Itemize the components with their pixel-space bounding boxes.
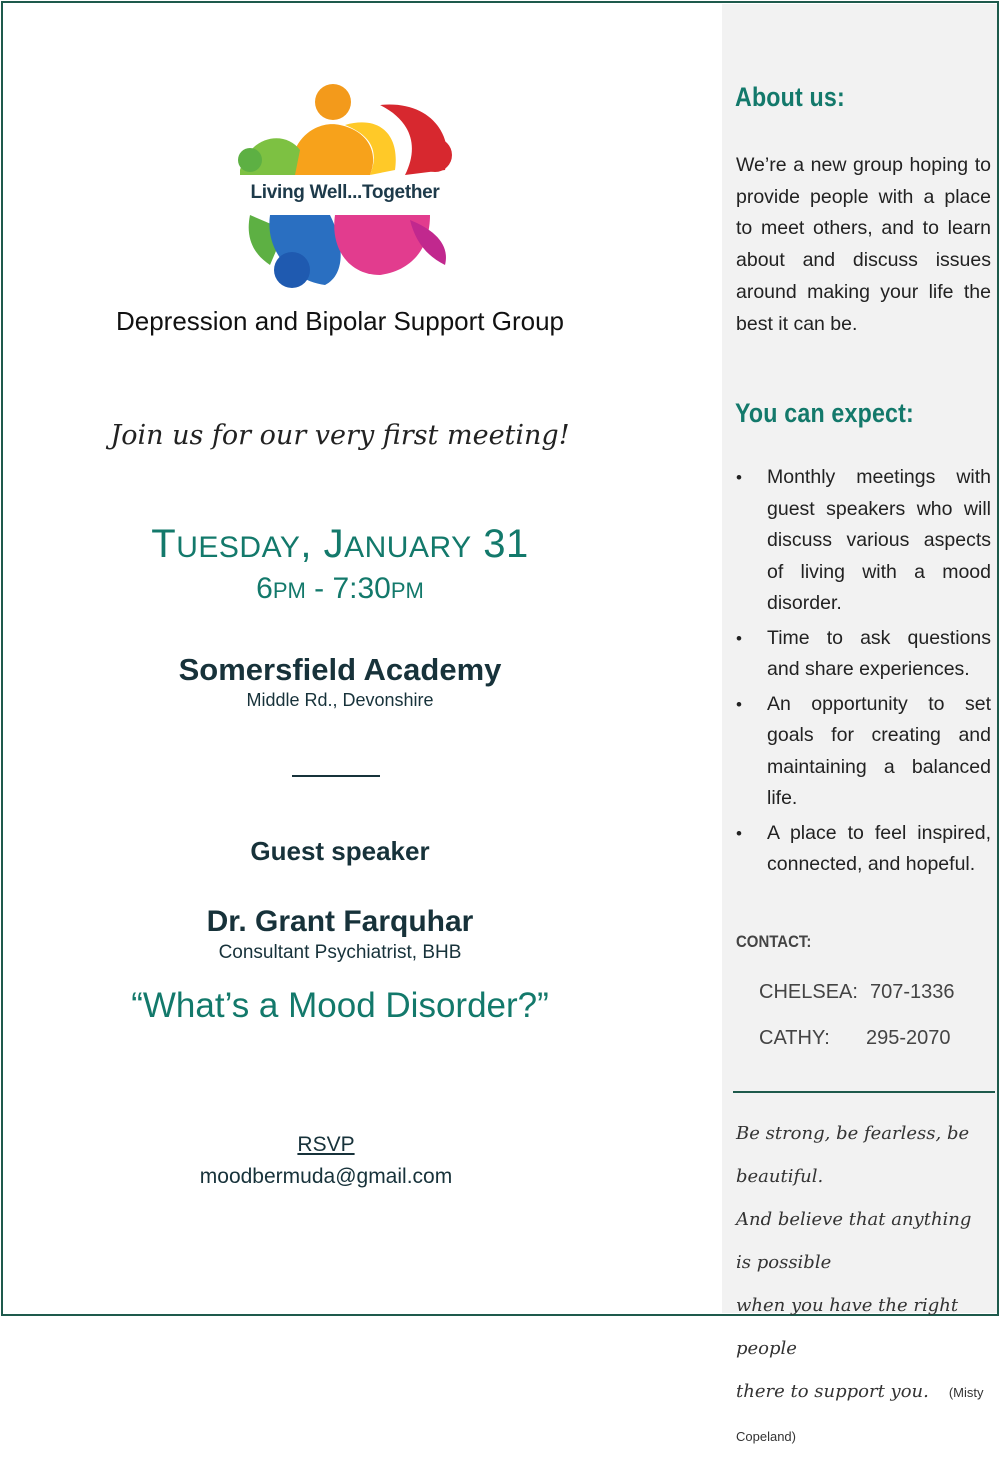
list-item: • Monthly meetings with guest speakers who will discuss various aspects of living with a mood disorder. <box>736 462 991 620</box>
logo-text: Living Well...Together <box>250 182 440 203</box>
contact-name: CATHY: <box>759 1027 830 1049</box>
quote-line: there to support you. <box>736 1381 929 1402</box>
contact-number[interactable]: 707-1336 <box>870 981 955 1003</box>
quote <box>736 1112 991 1458</box>
contact-heading: CONTACT: <box>736 932 812 951</box>
talk-title: “What’s a Mood Disorder?” <box>131 986 549 1025</box>
contact-row <box>759 1027 951 1050</box>
speaker-name: Dr. Grant Farquhar <box>206 905 474 938</box>
about-text: We’re a new group hoping to provide people with a place to meet others, and to learn about and discuss issues around making your life the best it can be. <box>736 154 991 335</box>
list-item: • Time to ask questions and share experiences. <box>736 623 991 686</box>
expect-list <box>736 462 991 884</box>
event-date: TUESDAY, JANUARY 31 <box>151 522 529 566</box>
divider <box>292 775 380 777</box>
venue-name: Somersfield Academy <box>178 652 502 687</box>
list-item: • An opportunity to set goals for creating and maintaining a balanced life. <box>736 689 991 815</box>
contact-row <box>759 981 955 1004</box>
about-heading: About us: <box>735 82 845 112</box>
rsvp-email[interactable]: moodbermuda@gmail.com <box>199 1165 453 1188</box>
speaker-role: Consultant Psychiatrist, BHB <box>218 942 462 963</box>
rsvp-link[interactable]: RSVP <box>297 1133 355 1156</box>
organization-title: Depression and Bipolar Support Group <box>115 306 565 336</box>
logo <box>230 80 460 295</box>
quote-author: (Misty Copeland) <box>736 1385 984 1444</box>
quote-line: And believe that anything is possible <box>736 1209 972 1273</box>
sidebar-divider <box>733 1091 995 1093</box>
invite-text: Join us for our very first meeting! <box>110 420 570 451</box>
expect-heading: You can expect: <box>735 398 914 428</box>
guest-speaker-label: Guest speaker <box>250 836 430 866</box>
contact-name: CHELSEA: <box>759 981 858 1003</box>
venue-address: Middle Rd., Devonshire <box>246 690 434 710</box>
event-time: 6PM - 7:30PM <box>256 572 424 605</box>
contact-number[interactable]: 295-2070 <box>866 1027 951 1049</box>
quote-line: Be strong, be fearless, be beautiful. <box>736 1123 970 1187</box>
list-item: • A place to feel inspired, connected, and hopeful. <box>736 818 991 881</box>
quote-line: when you have the right people <box>736 1295 959 1359</box>
